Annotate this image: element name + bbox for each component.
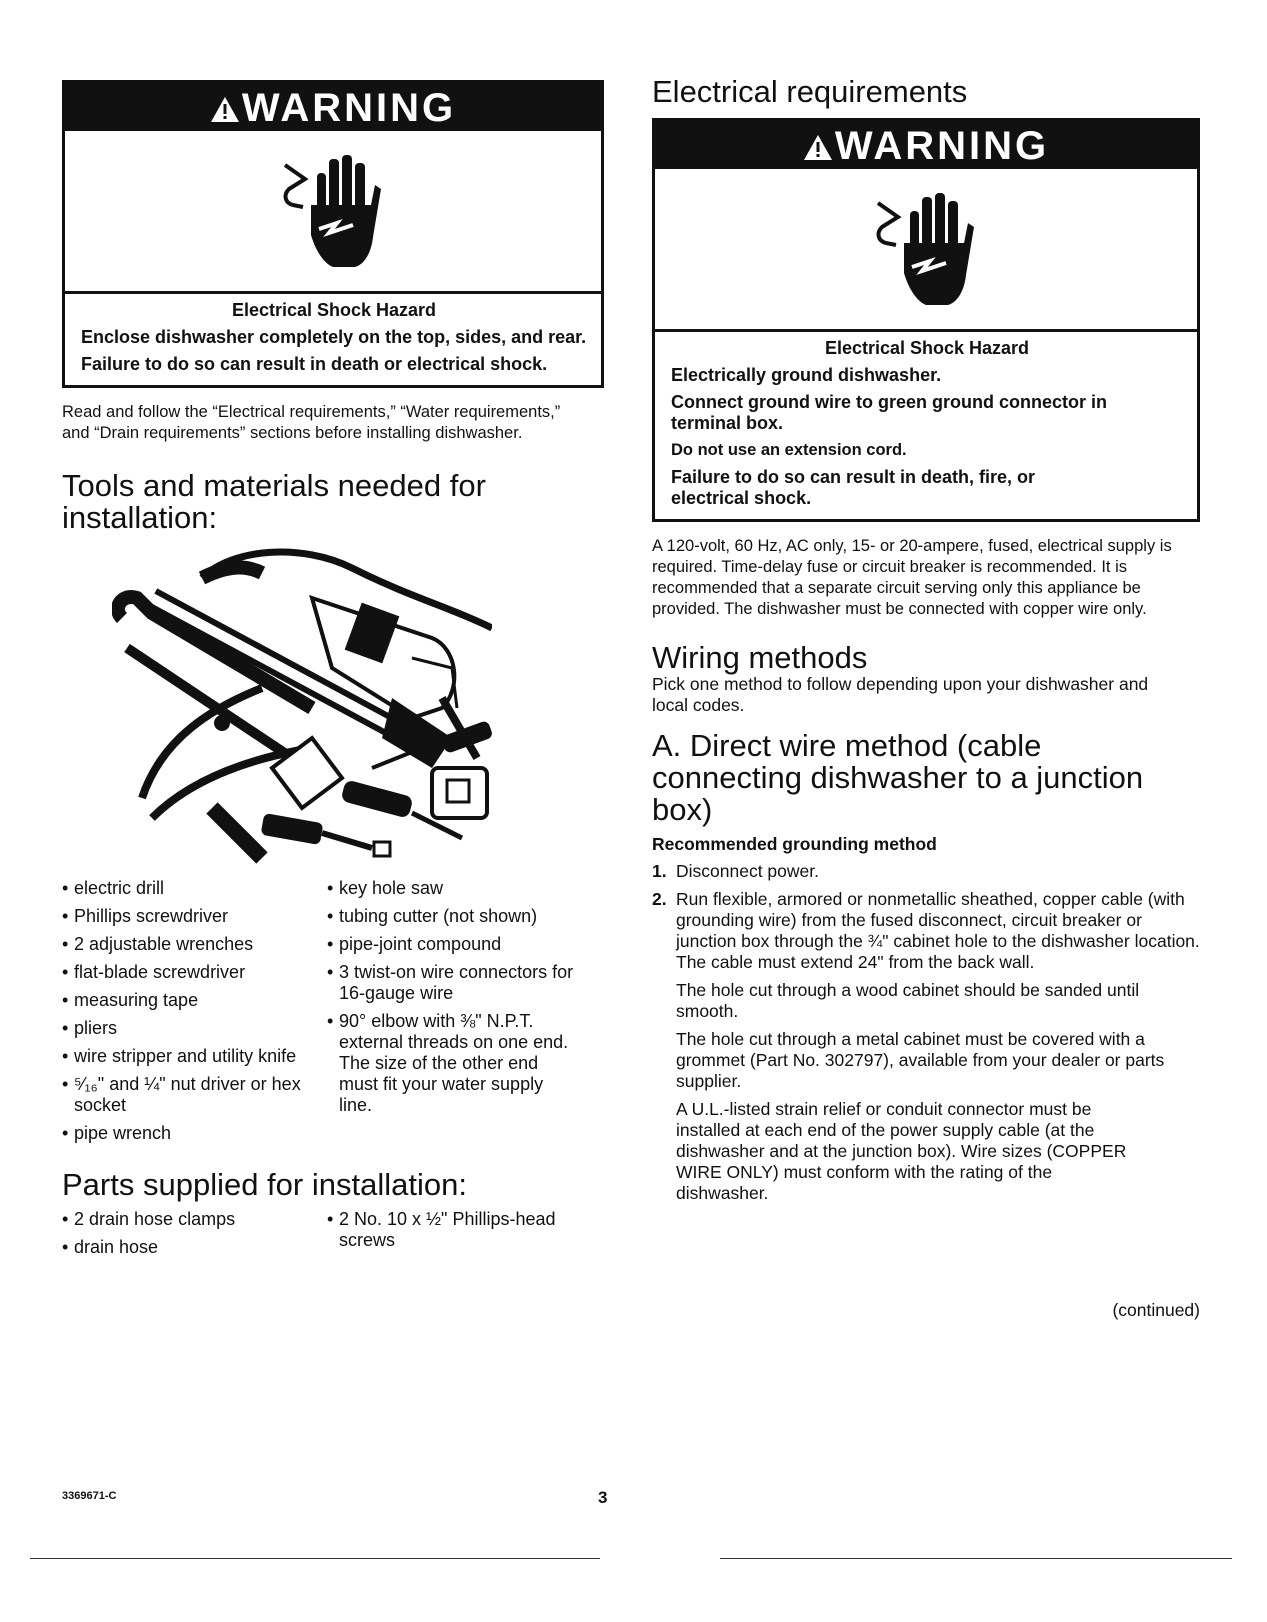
warning-message bbox=[65, 294, 601, 385]
list-item: • key hole saw bbox=[327, 878, 577, 899]
document-code: 3369671-C bbox=[62, 1490, 117, 1502]
warning-banner bbox=[655, 121, 1197, 169]
hazard-title: Electrical Shock Hazard bbox=[824, 338, 1030, 358]
right-column bbox=[652, 76, 1200, 1321]
parts-list-col-2 bbox=[327, 1209, 577, 1265]
warning-line: Enclose dishwasher completely on the top, sides, and rear. bbox=[81, 327, 587, 347]
warning-title: WARNING bbox=[834, 124, 1050, 168]
tools-list-col-2 bbox=[327, 878, 577, 1151]
parts-heading: Parts supplied for installation: bbox=[62, 1167, 467, 1202]
list-item: • wire stripper and utility knife bbox=[62, 1046, 327, 1067]
nut-driver-shape bbox=[261, 813, 390, 856]
electric-shock-hand-icon bbox=[864, 183, 988, 318]
shock-hand-icon-area bbox=[65, 131, 601, 294]
step-number: 1. bbox=[652, 861, 667, 881]
supply-text: A 120-volt, 60 Hz, AC only, 15- or 20-ampere, fused, electrical supply is required. Time-delay fuse or circuit breaker is recommended. It is recommended that a separate circuit serving only this appliance be provided. The dishwasher must be connected with copper wire only. bbox=[652, 537, 1172, 618]
continued-label: (continued) bbox=[1112, 1300, 1200, 1320]
direct-wire-heading: A. Direct wire method (cable connecting dishwasher to a junction box) bbox=[652, 728, 1144, 827]
list-item: • 3 twist-on wire connectors for 16-gauge wire bbox=[327, 962, 577, 1004]
step-paragraph: The hole cut through a metal cabinet must be covered with a grommet (Part No. 302797), available from your dealer or parts supplier. bbox=[676, 1029, 1165, 1091]
list-item: • tubing cutter (not shown) bbox=[327, 906, 577, 927]
list-item: • ⁵⁄₁₆" and ¼" nut driver or hex socket bbox=[62, 1074, 327, 1116]
parts-list-col-1 bbox=[62, 1209, 327, 1265]
tools-list bbox=[62, 878, 598, 1151]
wiring-text: Pick one method to follow depending upon your dishwasher and local codes. bbox=[652, 674, 1149, 715]
warning-title: WARNING bbox=[241, 86, 457, 130]
pliers-shape bbox=[142, 688, 312, 818]
list-item: • 2 No. 10 x ½" Phillips-head screws bbox=[327, 1209, 577, 1251]
list-item: • flat-blade screwdriver bbox=[62, 962, 327, 983]
shock-hand-icon-area bbox=[655, 169, 1197, 332]
warning-line: Failure to do so can result in death, fire, or electrical shock. bbox=[671, 467, 1036, 508]
list-item: • electric drill bbox=[62, 878, 327, 899]
warning-box-grounding bbox=[652, 118, 1200, 522]
wiring-methods-heading: Wiring methods bbox=[652, 640, 868, 675]
recommended-subheading: Recommended grounding method bbox=[652, 834, 937, 854]
list-item: • measuring tape bbox=[62, 990, 327, 1011]
measuring-tape-shape bbox=[432, 768, 487, 818]
electrical-requirements-heading: Electrical requirements bbox=[652, 74, 968, 109]
tools-list-col-1 bbox=[62, 878, 327, 1151]
step-paragraph: The hole cut through a wood cabinet should be sanded until smooth. bbox=[676, 980, 1140, 1021]
level-shape bbox=[212, 808, 262, 858]
footer-rule-right bbox=[720, 1558, 1232, 1559]
warning-line: Electrically ground dishwasher. bbox=[671, 365, 942, 385]
warning-box-enclosure bbox=[62, 80, 604, 388]
warning-line: Connect ground wire to green ground connector in terminal box. bbox=[671, 392, 1107, 433]
tools-drawing bbox=[112, 538, 492, 868]
tools-heading: Tools and materials needed for installation: bbox=[62, 468, 486, 535]
list-item: • 2 drain hose clamps bbox=[62, 1209, 327, 1230]
intro-text: Read and follow the “Electrical requirements,” “Water requirements,” and “Drain requirements” sections before installing dishwasher. bbox=[62, 403, 561, 442]
step-item bbox=[652, 861, 1200, 882]
list-item: • pipe-joint compound bbox=[327, 934, 577, 955]
tools-illustration bbox=[62, 538, 598, 878]
list-item: • drain hose bbox=[62, 1237, 327, 1258]
warning-triangle-icon bbox=[210, 85, 240, 135]
warning-triangle-icon bbox=[803, 123, 833, 173]
left-column bbox=[62, 80, 598, 1265]
list-item: • Phillips screwdriver bbox=[62, 906, 327, 927]
step-paragraph: A U.L.-listed strain relief or conduit connector must be installed at each end of the power supply cable (at the dishwasher and at the junction box). Wire sizes (COPPER WIRE ONLY) must conform with the rating of the dishwasher. bbox=[676, 1099, 1127, 1203]
list-item: • pipe wrench bbox=[62, 1123, 327, 1144]
step-number: 2. bbox=[652, 889, 667, 909]
warning-line: Do not use an extension cord. bbox=[671, 441, 907, 459]
wiring-steps bbox=[652, 861, 1200, 1204]
parts-list bbox=[62, 1209, 598, 1265]
page-number: 3 bbox=[598, 1488, 608, 1507]
step-text: Disconnect power. bbox=[676, 861, 819, 881]
list-item: • 90° elbow with ⅜" N.P.T. external threads on one end. The size of the other end must fit your water supply line. bbox=[327, 1011, 577, 1116]
electric-shock-hand-icon bbox=[271, 145, 395, 280]
warning-line: Failure to do so can result in death or electrical shock. bbox=[81, 354, 548, 374]
list-item: • 2 adjustable wrenches bbox=[62, 934, 327, 955]
hazard-title: Electrical Shock Hazard bbox=[231, 300, 437, 320]
step-item bbox=[652, 889, 1200, 1204]
list-item: • pliers bbox=[62, 1018, 327, 1039]
warning-banner bbox=[65, 83, 601, 131]
warning-message bbox=[655, 332, 1197, 519]
step-text: Run flexible, armored or nonmetallic sheathed, copper cable (with grounding wire) from the fused disconnect, circuit breaker or junction box through the ¾" cabinet hole to the dishwasher location. The cable must extend 24" from the back wall. bbox=[676, 889, 1200, 972]
footer-rule-left bbox=[30, 1558, 600, 1559]
